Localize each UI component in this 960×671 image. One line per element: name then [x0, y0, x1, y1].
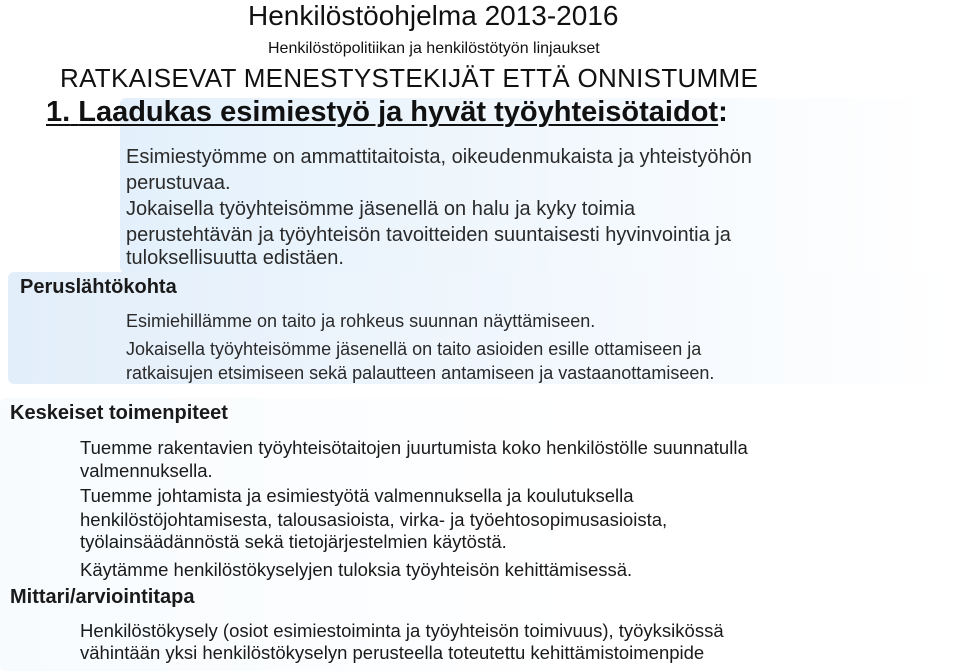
goal-line: tuloksellisuutta edistäen.	[126, 247, 344, 269]
starting-point-heading: Peruslähtökohta	[20, 276, 177, 298]
goal-line: perustuvaa.	[126, 172, 231, 194]
page-title: Henkilöstöohjelma 2013-2016	[248, 0, 619, 31]
key-action-line: Käytämme henkilöstökyselyjen tuloksia työyhteisön kehittämisessä.	[80, 559, 633, 580]
starting-point-line: ratkaisujen etsimiseen sekä palautteen antamiseen ja vastaanottamiseen.	[126, 363, 715, 383]
metrics-line: vähintään yksi henkilöstökyselyn perusteella toteutettu kehittämistoimenpide	[80, 642, 705, 663]
point-title: Laadukas esimiestyö ja hyvät työyhteisötaidot	[78, 96, 719, 128]
key-action-line: työlainsäädännöstä sekä tietojärjestelmien käytöstä.	[80, 531, 507, 552]
page-subtitle: Henkilöstöpolitiikan ja henkilöstötyön linjaukset	[268, 40, 600, 57]
starting-point-line: Esimiehillämme on taito ja rohkeus suunnan näyttämiseen.	[126, 311, 596, 331]
goal-line: perustehtävän ja työyhteisön tavoitteiden suuntaisesti hyvinvointia ja	[126, 224, 731, 246]
key-action-line: valmennuksella.	[80, 460, 213, 481]
metrics-line: Henkilöstökysely (osiot esimiestoiminta ja työyhteisön toimivuus), työyksikössä	[80, 620, 724, 641]
key-actions-heading: Keskeiset toimenpiteet	[10, 402, 228, 424]
point-heading	[46, 96, 728, 129]
goal-line: Jokaisella työyhteisömme jäsenellä on halu ja kyky toimia	[126, 198, 636, 220]
goal-line: Esimiestyömme on ammattitaitoista, oikeudenmukaista ja yhteistyöhön	[126, 146, 752, 168]
key-action-line: Tuemme johtamista ja esimiestyötä valmennuksella ja koulutuksella	[80, 485, 634, 506]
headline: RATKAISEVAT MENESTYSTEKIJÄT ETTÄ ONNISTUMME	[60, 63, 759, 93]
key-action-line: Tuemme rakentavien työyhteisötaitojen juurtumista koko henkilöstölle suunnatulla	[80, 437, 748, 458]
point-number: 1.	[46, 96, 71, 128]
metrics-heading: Mittari/arviointitapa	[10, 586, 195, 608]
starting-point-line: Jokaisella työyhteisömme jäsenellä on taito asioiden esille ottamiseen ja	[126, 339, 702, 359]
key-action-line: henkilöstöjohtamisesta, talousasioista, virka- ja työehtosopimusasioista,	[80, 509, 668, 530]
point-colon: :	[718, 96, 728, 128]
